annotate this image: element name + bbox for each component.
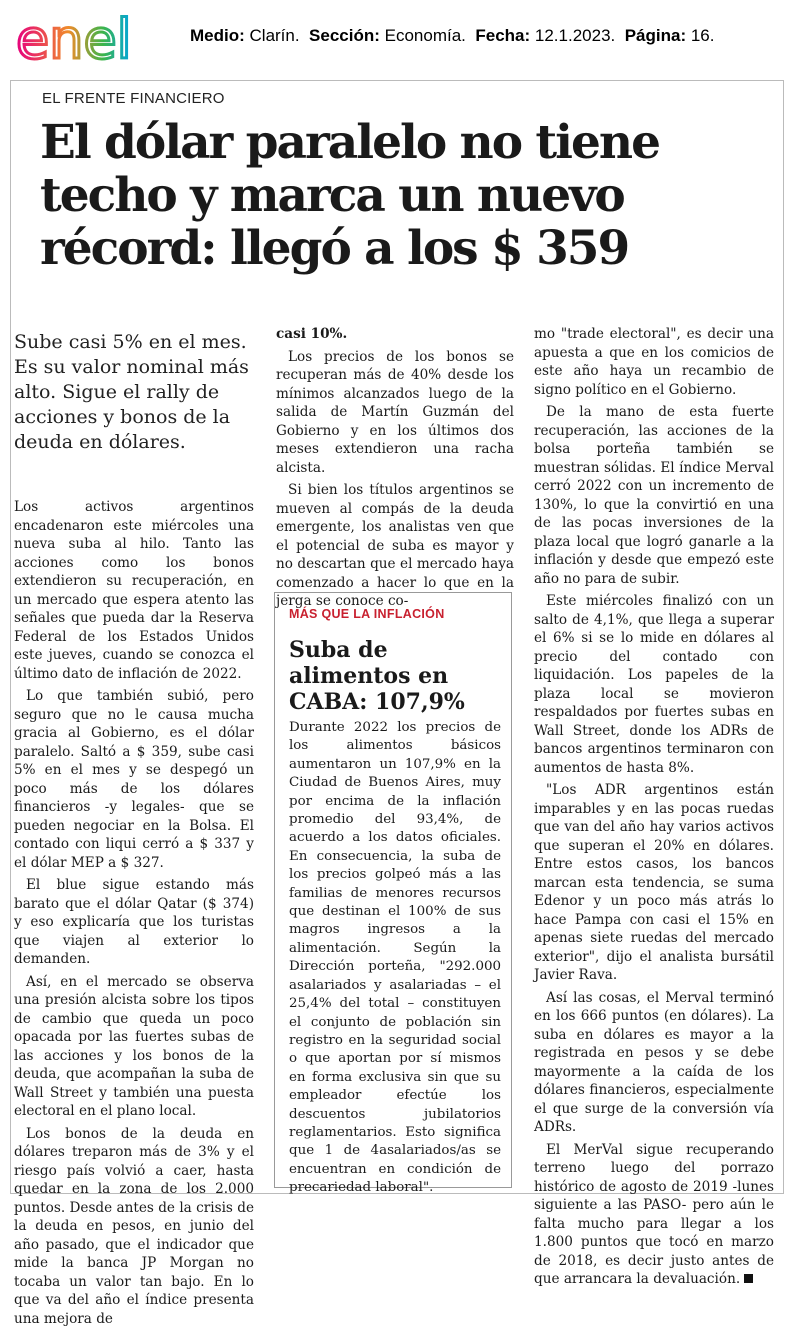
paragraph: Así, en el mercado se observa una presión alcista sobre los tipos de cambio que queda un poco opacada por las fuertes subas de las acciones y los bonos de la deuda, que acompañan la suba de Wall Street y también una puesta electoral en el plano local. (14, 973, 254, 1119)
last-paragraph-text: El MerVal sigue recuperando terreno luego del porrazo histórico de agosto de 2019 -lunes siguiente a las PASO- pero aún le falta mucho para llegar a los 1.800 puntos que tocó en marzo de 2018, es decir justo antes de que arrancara la devaluación. (534, 1141, 774, 1287)
paragraph: casi 10%. (276, 326, 348, 342)
sidebar-title: Suba de alimentos en CABA: 107,9% (289, 637, 465, 715)
paragraph: Los precios de los bonos se recuperan más de 40% desde los mínimos alcanzados luego de la salida de Martín Guzmán del Gobierno y en los últimos dos meses extendieron una racha alcista. (276, 348, 514, 476)
paragraph: Lo que también subió, pero seguro que no le causa mucha gracia al Gobierno, es el dólar paralelo. Saltó a $ 359, sube casi 5% en el mes y se despegó un poco más de los dólares financieros -y legales- que se pueden negociar en la Bolsa. El contado con liqui cerró a $ 337 y el dólar MEP a $ 327. (14, 688, 254, 871)
logo-text: enel (16, 12, 132, 70)
seccion-value: Economía. (384, 26, 466, 45)
fecha-value: 12.1.2023. (534, 26, 616, 45)
fecha-label: Fecha: (475, 26, 531, 45)
paragraph: Este miércoles finalizó con un salto de 4,1%, que llega a superar el 6% si se lo mide en dólares al precio del contado con liquidación. Los papeles de la plaza local se movieron respaldados por fuertes subas en Wall Street, donde los ADRs de bancos argentinos terminaron con aumentos de hasta 8%. (534, 593, 774, 776)
column-1 (14, 498, 254, 1332)
sidebar-body (289, 719, 501, 1198)
column-3 (534, 325, 774, 1293)
pagina-label: Página: (624, 26, 687, 45)
sidebar-box (274, 592, 512, 1196)
enel-logo (14, 12, 174, 70)
paragraph: "Los ADR argentinos están imparables y en las pocas ruedas que van del año hay varios activos que superan el 20% en dólares. Entre estos casos, los bancos marcan esta tendencia, se suma Edenor y un poco más atrás lo hace Pampa con casi el 15% en apenas siete ruedas del mercado exterior", dijo el analista bursátil Javier Rava. (534, 782, 774, 983)
paragraph: Así las cosas, el Merval terminó en los 666 puntos (en dólares). La suba en dólares es mayor a la registrada en pesos y se debe mayormente a la caída de los dólares financieros, especialmente el que surge de la conversión vía ADRs. (534, 989, 774, 1135)
headline: El dólar paralelo no tiene techo y marca un nuevo récord: llegó a los $ 359 (40, 115, 659, 276)
medio-label: Medio: (190, 26, 245, 45)
paragraph: Durante 2022 los precios de los alimentos básicos aumentaron un 107,9% en la Ciudad de Buenos Aires, muy por encima de la inflación promedio del 93,4%, de acuerdo a los datos oficiales. En consecuencia, la suba de los precios golpeó más a las familias de menores recursos que destinan el 100% de sus magros ingresos a la alimentación. Según la Dirección porteña, "292.000 asalariados y asalariadas – el 25,4% del total – constituyen el conjunto de población sin registro en la seguridad social o que aportan por sí mismos en forma exclusiva sin que su empleador efectúe los descuentos jubilatorios reglamentarios. Esto significa que 1 de 4asalariados/as se encuentran en condición de precariedad laboral". (289, 720, 501, 1196)
medio-value: Clarín. (249, 26, 300, 45)
paragraph (534, 1141, 774, 1289)
clipping-metadata (190, 26, 714, 46)
pagina-value: 16. (690, 26, 715, 45)
paragraph: El blue sigue estando más barato que el dólar Qatar ($ 374) y eso explicaría que los turistas que viajen al exterior lo demanden. (14, 877, 254, 967)
end-mark-icon (744, 1274, 753, 1283)
page-header (0, 0, 800, 80)
paragraph: Si bien los títulos argentinos se mueven al compás de la deuda emergente, los analistas ven que el potencial de suba es mayor y no descartan que el mercado haya comenzado a hacer lo que en la jerga se conoce co- (276, 482, 514, 609)
sidebar-kicker: MÁS QUE LA INFLACIÓN (289, 607, 445, 621)
paragraph: Los activos argentinos encadenaron este miércoles una nueva suba al hilo. Tanto las acciones como los bonos extendieron su recuperación, en un mercado que espera atento las señales que pueda dar la Reserva Federal de los Estados Unidos este jueves, cuando se conozca el último dato de inflación de 2022. (14, 499, 254, 682)
paragraph: Los bonos de la deuda en dólares treparon más de 3% y el riesgo país volvió a caer, hasta quedar en la zona de los 2.000 puntos. Desde antes de la crisis de la deuda en pesos, en junio del año pasado, que el indicador que mide la banca JP Morgan no tocaba un valor tan bajo. En lo que va del año el índice presenta una mejora de (14, 1125, 254, 1327)
section-kicker: EL FRENTE FINANCIERO (42, 90, 225, 107)
column-2 (276, 325, 514, 615)
paragraph: mo "trade electoral", es decir una apuesta a que en los comicios de este año haya un recambio de signo político en el Gobierno. (534, 326, 774, 398)
seccion-label: Sección: (309, 26, 380, 45)
deck: Sube casi 5% en el mes. Es su valor nominal más alto. Sigue el rally de acciones y bonos de la deuda en dólares. (14, 331, 249, 453)
paragraph: De la mano de esta fuerte recuperación, las acciones de la bolsa porteña también se muestran sólidas. El índice Merval cerró 2022 con un incremento de 130%, lo que la convirtió en una de las pocas inversiones de la plaza local que logró ganarle a la inflación y desde que empezó este año no para de subir. (534, 404, 774, 587)
